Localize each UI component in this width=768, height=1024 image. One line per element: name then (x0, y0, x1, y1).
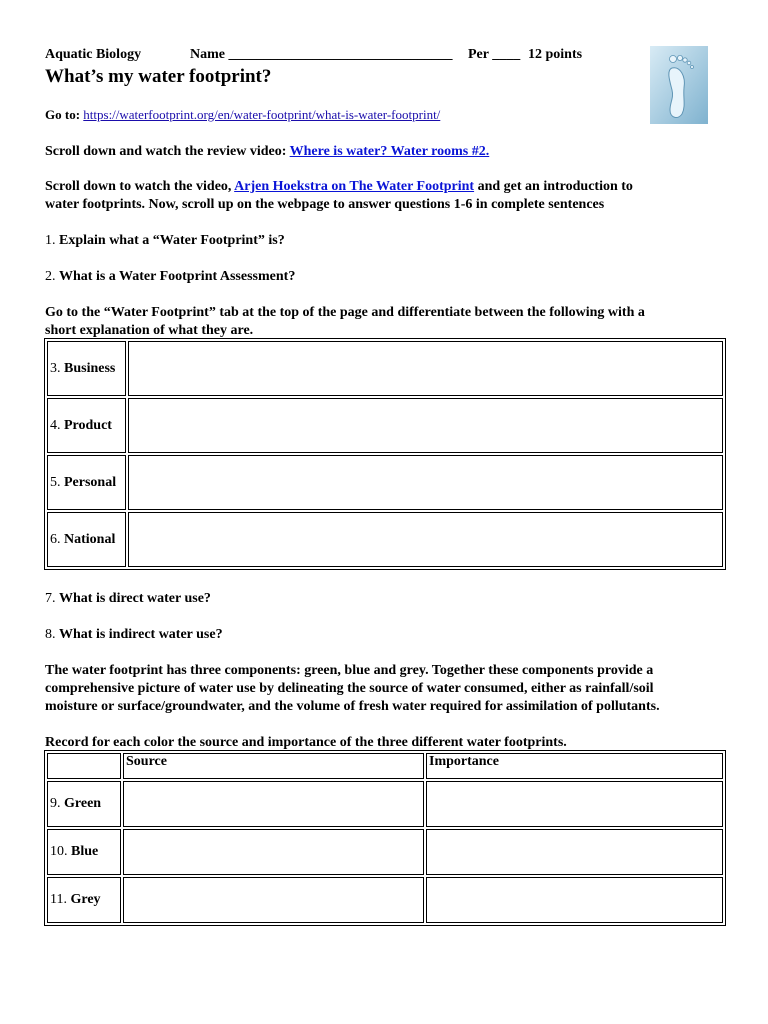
tab-instruction-line2: short explanation of what they are. (45, 323, 254, 338)
source-cell[interactable] (123, 877, 424, 923)
question-8 (45, 626, 223, 644)
components-paragraph (45, 662, 660, 716)
period-label: Per ____ (468, 47, 521, 62)
question-number: 1. (45, 233, 56, 248)
record-instruction: Record for each color the source and importance of the three different water footprints. (45, 735, 567, 750)
source-cell[interactable] (123, 781, 424, 827)
question-text: What is a Water Footprint Assessment? (59, 269, 296, 284)
table-row (47, 455, 723, 510)
row-label: 9. Green (47, 781, 121, 827)
question-number: 8. (45, 627, 56, 642)
question-text: What is indirect water use? (59, 627, 223, 642)
review-video-text: Scroll down and watch the review video: (45, 144, 287, 159)
intro-video-link[interactable]: Arjen Hoekstra on The Water Footprint (234, 179, 475, 194)
table-header-row (47, 753, 723, 779)
review-video-line (45, 143, 489, 161)
header-cell (47, 753, 121, 779)
question-number: 2. (45, 269, 56, 284)
table-row (47, 829, 723, 875)
intro-instructions: water footprints. Now, scroll up on the webpage to answer questions 1-6 in complete sentences (45, 197, 605, 212)
row-label: 5. Personal (47, 455, 126, 510)
row-label: 6. National (47, 512, 126, 567)
question-text: What is direct water use? (59, 591, 211, 606)
worksheet-header (45, 47, 582, 63)
importance-cell[interactable] (426, 877, 723, 923)
intro-video-text: Scroll down to watch the video, (45, 179, 232, 194)
question-text: Explain what a “Water Footprint” is? (59, 233, 285, 248)
table-row (47, 398, 723, 453)
answer-cell[interactable] (128, 455, 723, 510)
row-label: 11. Grey (47, 877, 121, 923)
paragraph-line: moisture or surface/groundwater, and the volume of fresh water required for assimilation of pollutants. (45, 699, 660, 714)
components-table (44, 750, 726, 926)
question-1 (45, 232, 285, 250)
header-importance: Importance (426, 753, 723, 779)
importance-cell[interactable] (426, 781, 723, 827)
question-number: 7. (45, 591, 56, 606)
footprint-url-link[interactable]: https://waterfootprint.org/en/water-footprint/what-is-water-footprint/ (83, 107, 441, 122)
intro-video-line (45, 178, 633, 196)
row-label: 10. Blue (47, 829, 121, 875)
points-label: 12 points (528, 47, 583, 62)
answer-cell[interactable] (128, 341, 723, 396)
source-cell[interactable] (123, 829, 424, 875)
table-row (47, 341, 723, 396)
footprint-types-table (44, 338, 726, 570)
answer-cell[interactable] (128, 398, 723, 453)
paragraph-line: comprehensive picture of water use by delineating the source of water consumed, either as rainfall/soil (45, 681, 654, 696)
question-7 (45, 590, 211, 608)
table-row (47, 512, 723, 567)
question-2 (45, 268, 295, 286)
importance-cell[interactable] (426, 829, 723, 875)
tab-instruction-line1: Go to the “Water Footprint” tab at the top of the page and differentiate between the following with a (45, 305, 645, 320)
row-label: 4. Product (47, 398, 126, 453)
goto-line (45, 107, 440, 123)
course-label: Aquatic Biology (45, 47, 142, 62)
row-label: 3. Business (47, 341, 126, 396)
name-field-label: Name ________________________________ (190, 47, 453, 62)
answer-cell[interactable] (128, 512, 723, 567)
header-source: Source (123, 753, 424, 779)
paragraph-line: The water footprint has three components: green, blue and grey. Together these components provide a (45, 663, 654, 678)
table-row (47, 781, 723, 827)
page-title: What’s my water footprint? (45, 66, 272, 87)
footprint-image (650, 46, 708, 124)
review-video-link[interactable]: Where is water? Water rooms #2. (289, 144, 490, 159)
goto-prefix: Go to: (45, 107, 81, 122)
intro-video-text-after: and get an introduction to (477, 179, 633, 194)
table-row (47, 877, 723, 923)
